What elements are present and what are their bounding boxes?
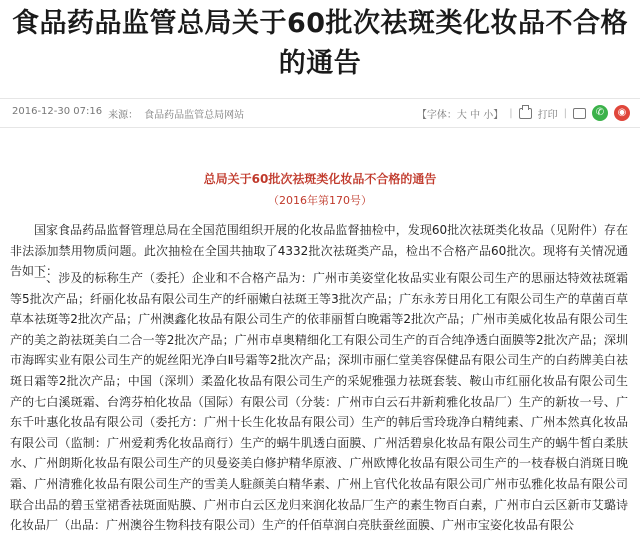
publish-date: 2016-12-30 07:16	[12, 105, 103, 117]
print-link[interactable]: 打印	[537, 109, 558, 121]
meta-right	[417, 105, 630, 121]
share-icon[interactable]	[573, 108, 586, 119]
document-number: （2016年第170号）	[268, 194, 372, 207]
weibo-icon[interactable]: ◉	[614, 105, 630, 121]
article-headline: 食品药品监管总局关于60批次祛斑类化妆品不合格的通告	[11, 8, 629, 79]
source-label: 来源：	[108, 109, 139, 121]
source-name[interactable]: 食品药品监管总局网站	[144, 109, 245, 121]
divider: |	[563, 107, 567, 119]
notice-paragraph-2: 一、涉及的标称生产（委托）企业和不合格产品为：广州市美姿堂化妆品实业有限公司生产的思丽达特效祛斑霜等5批次产品；纤丽化妆品有限公司生产的纤丽嫩白祛斑王等3批次产品；广东永芳日用化工有限公司生产的草菌百草草本祛斑等2批次产品；广州澳鑫化妆品有限公司生产的依菲丽皙白晚霜等2批次产品；广州市美威化妆品有限公司生产的美之韵祛斑美白二合一等2批次产品；广州市卓奥精细化工有限公司生产的百合纯净透白面膜等2批次产品；深圳市海晖实业有限公司生产的妮丝阳光净白Ⅱ号霜等2批次产品；深圳市丽仁堂美容保健品有限公司生产的白药牌美白祛斑日霜等2批次产品；中国（深圳）柔盈化妆品有限公司生产的采妮雅强力祛斑套装、鞍山市红丽化妆品有限公司生产的七白溪斑霜、台湾芬柏化妆品（国际）有限公司（分装：广州市白云石井新莉雅化妆品厂）生产的新妆一号、广东千叶惠化妆品有限公司（委托方：广州十长生化妆品有限公司）生产的韩后雪玲珑净白精纯素、广州本然真化妆品有限公司（监制：广州爱莉秀化妆品商行）生产的蜗牛肌透白面膜、广州活碧泉化妆品有限公司生产的蜗牛皙白柔肤水、广州朗斯化妆品有限公司生产的贝曼姿美白修护精华原液、广州欧博化妆品有限公司生产的一枝春极白消斑日晚霜、广州清雅化妆品有限公司生产的雪美人駐颜美白精华素、广州上官代化妆品有限公司广州市弘雅化妆品有限公司联合出品的碧玉堂裙香祛斑面贴膜、广州市白云区龙归来润化妆品厂生产的素生物百白素，广州市白云区新市艾璐诗化妆品厂（出品：广州澳谷生物科技有限公司）生产的仟佰草润白亮肤蚕丝面膜、广州市宝姿化妆品有限公	[10, 271, 628, 533]
meta-left	[12, 106, 244, 121]
notice-paragraph-1: 国家食品药品监督管理总局在全国范围组织开展的化妆品监督抽检中，发现60批次祛斑类化妆品（见附件）存在非法添加禁用物质问题。此次抽检在全国共抽取了4332批次祛斑类产品，检出不合格产品60批次。现将有关情况通告如下：	[10, 223, 628, 279]
print-icon[interactable]	[519, 108, 532, 119]
wechat-icon[interactable]: ✆	[592, 105, 608, 121]
font-size-control[interactable]: 【字体：大 中 小】	[416, 109, 504, 121]
notice-title: 总局关于60批次祛斑类化妆品不合格的通告	[203, 172, 437, 186]
article-meta-bar	[0, 98, 640, 128]
divider: |	[509, 107, 513, 119]
